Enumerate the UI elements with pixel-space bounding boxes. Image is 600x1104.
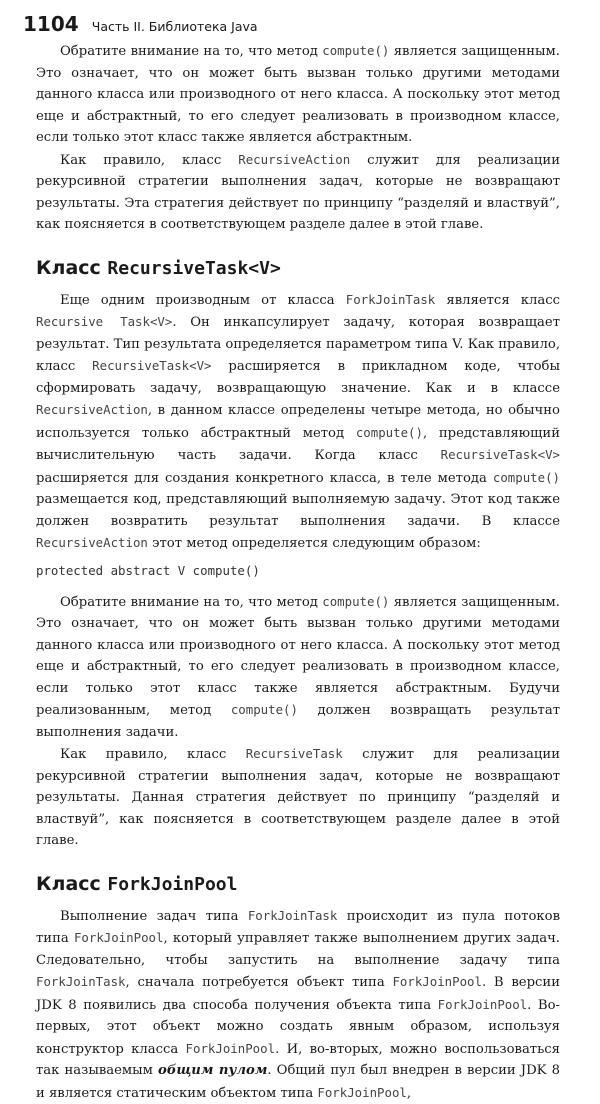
inline-code: compute() [493, 470, 560, 485]
inline-code: ForkJoinPool [392, 974, 482, 989]
inline-code: RecursiveTask<V> [92, 358, 211, 373]
inline-code: ForkJoinPool [317, 1085, 407, 1100]
inline-code: compute() [356, 425, 423, 440]
inline-code: ForkJoinTask [346, 292, 436, 307]
paragraph: Еще одним производным от класса ForkJoinTask является класс Recursive Task<V>. Он инкапсулирует задачу, которая возвращает результат. Тип результата определяется параметром типа V. Как правило, класс RecursiveTask<V> расширяется в прикладном коде, чтобы сформировать задачу, возвращающую значение. Как и в классе RecursiveAction, в данном классе определены четыре метода, но обычно используется только абстрактный метод compute(), представляющий вычислительную часть задачи. Когда класс RecursiveTask<V> расширяется для создания конкретного класса, в теле метода compute() размещается код, представляющий выполняемую задачу. Этот код также должен возвратить результат выполнения задачи. В классе RecursiveAction этот метод определяется следующим образом: [36, 289, 560, 555]
inline-code: RecursiveAction [36, 402, 148, 417]
inline-code: RecursiveAction [238, 152, 350, 167]
paragraph: Как правило, класс RecursiveAction служит для реализации рекурсивной стратегии выполнения задач, которые не возвращают результаты. Эта стратегия действует по принципу “разделяй и властвуй”, как поясняется в соответствующем разделе далее в этой главе. [36, 149, 560, 236]
code-line: protected abstract V compute() [36, 561, 560, 581]
paragraph: Обратите внимание на то, что метод compute() является защищенным. Это означает, что он может быть вызван только другими методами данного класса или производного от него класса. А поскольку этот метод еще и абстрактный, то его следует реализовать в производном классе, если только этот класс также является абстрактным. [36, 40, 560, 149]
paragraph: Выполнение задач типа ForkJoinTask происходит из пула потоков типа ForkJoinPool, который управляет также выполнением других задач. Следовательно, чтобы запустить на выполнение задачу типа ForkJoinTask, сначала потребуется объект типа ForkJoinPool. В версии JDK 8 появились два способа получения объекта типа ForkJoinPool. Во-первых, этот объект можно создать явным образом, используя конструктор класса ForkJoinPool. И, во-вторых, можно воспользоваться так называемым общим пулом. Общий пул был внедрен в версии JDK 8 и является статическим объектом типа ForkJoinPool, [36, 905, 560, 1104]
running-title: Часть II. Библиотека Java [92, 19, 258, 34]
inline-code: compute() [322, 594, 389, 609]
inline-code: compute() [322, 43, 389, 58]
inline-code: compute() [231, 702, 298, 717]
inline-code: RecursiveTask [246, 746, 343, 761]
paragraph: Как правило, класс RecursiveTask служит для реализации рекурсивной стратегии выполнения задач, которые не возвращают результаты. Данная стратегия действует по принципу “разделяй и властвуй”, как поясняется в соответствующем разделе далее в этой главе. [36, 743, 560, 852]
page-content [36, 40, 560, 1104]
page-header [23, 12, 258, 36]
inline-code: Recursive Task<V> [36, 314, 172, 329]
section-heading-recursivetask: Класс RecursiveTask<V> [36, 255, 560, 282]
inline-code: ForkJoinPool [74, 930, 164, 945]
emphasis: общим пулом [158, 1063, 267, 1078]
inline-code: ForkJoinTask [36, 974, 126, 989]
inline-code: ForkJoinPool [438, 997, 528, 1012]
inline-code: RecursiveAction [36, 535, 148, 550]
section-heading-forkjoinpool: Класс ForkJoinPool [36, 871, 560, 898]
page-number: 1104 [23, 12, 79, 36]
inline-code: RecursiveTask<V> [441, 447, 560, 462]
paragraph: Обратите внимание на то, что метод compute() является защищенным. Это означает, что он может быть вызван только другими методами данного класса или производного от него класса. А поскольку этот метод еще и абстрактный, то его следует реализовать в производном классе, если только этот класс также является абстрактным. Будучи реализованным, метод compute() должен возвращать результат выполнения задачи. [36, 591, 560, 744]
inline-code: ForkJoinTask [248, 908, 338, 923]
inline-code: ForkJoinPool [186, 1041, 276, 1056]
